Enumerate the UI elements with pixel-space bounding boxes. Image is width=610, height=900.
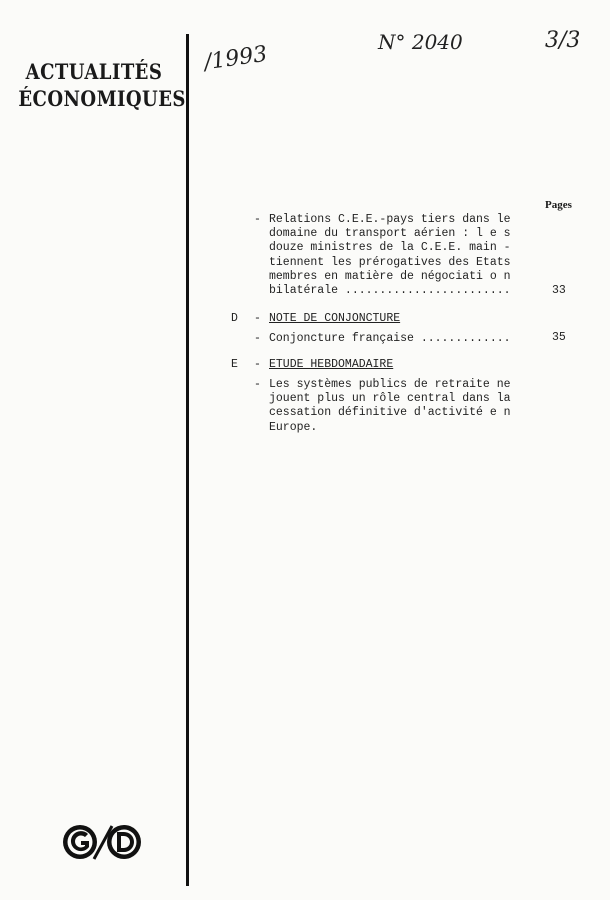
masthead-line-1: ACTUALITÉS bbox=[25, 59, 163, 84]
vertical-rule bbox=[186, 34, 189, 886]
masthead bbox=[18, 58, 186, 112]
entry-text: Relations C.E.E.-pays tiers dans le domaine du transport aérien : l e s douze ministres de la C.E.E. main - tiennent les prérogatives des Etats membres en matière de négociati o n bilatérale ........................ bbox=[269, 213, 511, 298]
entry-dash: - bbox=[254, 213, 261, 226]
gd-logo-icon bbox=[60, 822, 148, 862]
handwritten-sheet: 3/3 bbox=[545, 28, 581, 53]
entry-dash: - bbox=[254, 378, 261, 391]
section-title: NOTE DE CONJONCTURE bbox=[269, 312, 401, 325]
pages-column-header: Pages bbox=[545, 199, 572, 211]
section-letter: D bbox=[231, 312, 238, 325]
section-dash: - bbox=[254, 358, 261, 371]
entry-page-number: 35 bbox=[552, 331, 566, 344]
section-title: ETUDE HEBDOMADAIRE bbox=[269, 358, 394, 371]
section-letter: E bbox=[231, 358, 238, 371]
entry-text: Les systèmes publics de retraite ne jouent plus un rôle central dans la cessation définitive d'activité e n Europe. bbox=[269, 378, 511, 434]
gd-logo bbox=[60, 822, 148, 867]
section-dash: - bbox=[254, 312, 261, 325]
entry-page-number: 33 bbox=[552, 284, 566, 297]
entry-dash: - bbox=[254, 332, 261, 345]
handwritten-number: N° 2040 bbox=[378, 30, 463, 54]
masthead-line-2: ÉCONOMIQUES bbox=[18, 86, 186, 111]
entry-text: Conjoncture française ............. bbox=[269, 332, 511, 345]
handwritten-year: /1993 bbox=[202, 41, 269, 76]
